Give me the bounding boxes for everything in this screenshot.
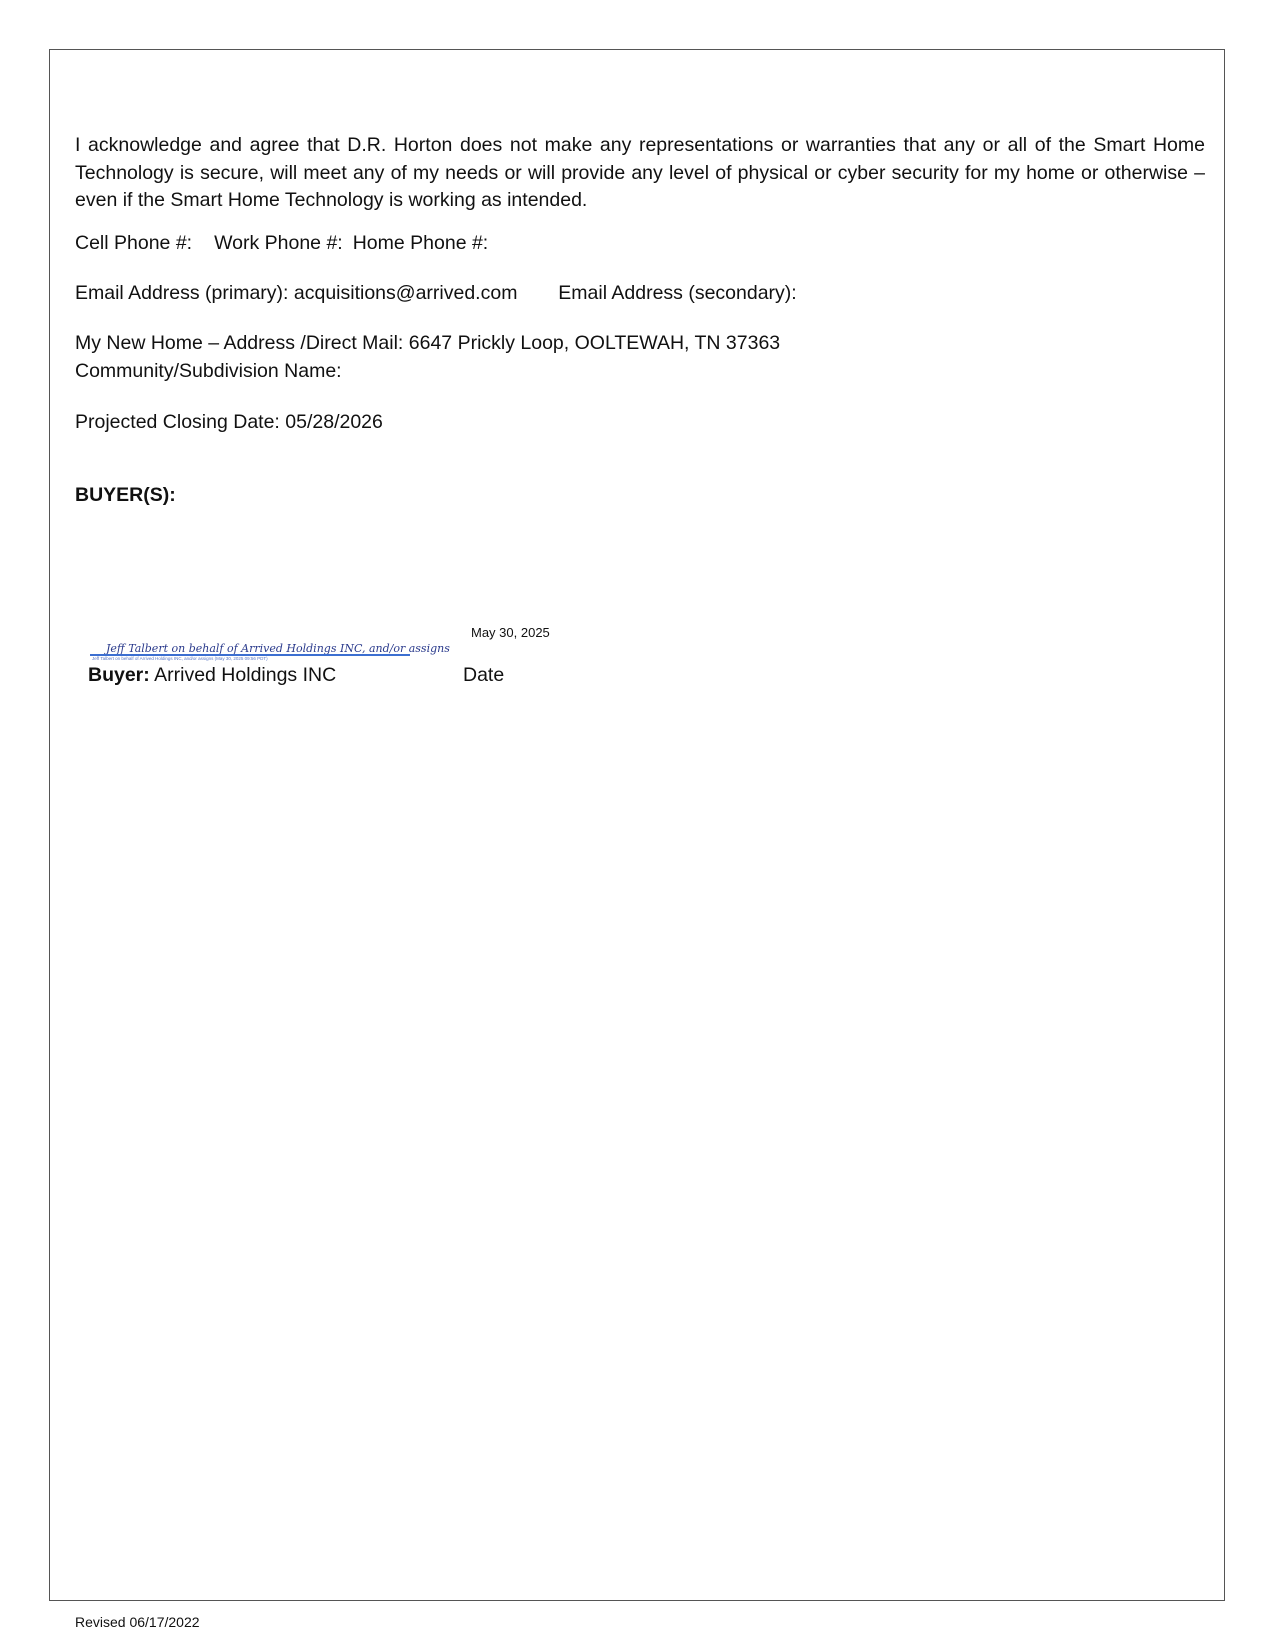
work-phone-label: Work Phone #: [214, 232, 343, 254]
buyer-label: Buyer: [88, 664, 150, 686]
closing-line [75, 408, 383, 436]
revision-footer: Revised 06/17/2022 [75, 1614, 200, 1630]
signature-script: Jeff Talbert on behalf of Arrived Holdings INC, and/or assigns [106, 642, 450, 655]
acknowledgement-paragraph: I acknowledge and agree that D.R. Horton does not make any representations or warranties that any or all of the Smart Home Technology is secure, will meet any of my needs or will provide any level of physical or cyber security for my home or otherwise – even if the Smart Home Technology is working as intended. [75, 134, 1205, 211]
buyers-heading: BUYER(S): [75, 484, 176, 506]
community-label: Community/Subdivision Name: [75, 360, 342, 382]
home-phone-label: Home Phone #: [352, 232, 489, 254]
address-line [75, 329, 780, 357]
primary-email-label: Email Address (primary): [75, 282, 289, 304]
closing-date-label: Projected Closing Date: [75, 411, 280, 433]
signature-audit-text: Jeff Talbert on behalf of Arrived Holdings INC, and/or assigns (May 30, 2025 09:56 PDT) [92, 656, 268, 661]
address-label: My New Home – Address /Direct Mail: [75, 332, 404, 354]
closing-date-value: 05/28/2026 [285, 411, 383, 433]
primary-email-value: acquisitions@arrived.com [293, 282, 518, 304]
secondary-email-label: Email Address (secondary): [558, 282, 797, 304]
buyer-name-line [88, 661, 336, 689]
cell-phone-label: Cell Phone #: [75, 232, 193, 254]
phone-line [75, 229, 488, 257]
signature-date: May 30, 2025 [471, 625, 550, 640]
buyer-name: Arrived Holdings INC [154, 664, 337, 686]
address-value: 6647 Prickly Loop, OOLTEWAH, TN 37363 [408, 332, 781, 354]
date-label: Date [463, 664, 505, 686]
email-line [75, 279, 797, 307]
